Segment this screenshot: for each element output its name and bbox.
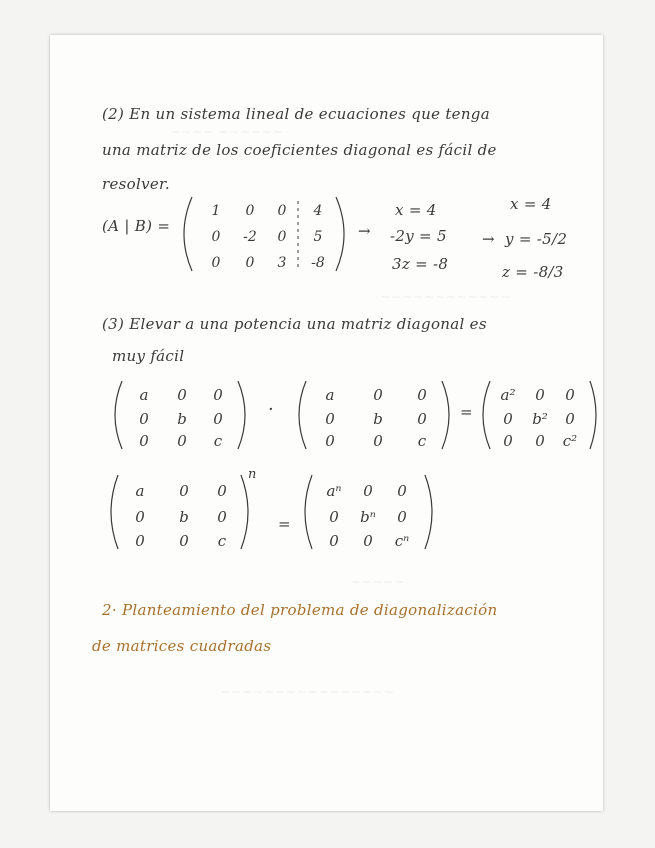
product-right-cell-r3c2: 0 [373, 432, 383, 450]
augmented-cell-r3c1: 0 [211, 255, 221, 271]
power-base-cell-r3c2: 0 [179, 532, 189, 550]
product-left-matrix [110, 378, 250, 452]
augmented-cell-r1c4: 4 [313, 203, 323, 219]
section2-line2: una matriz de los coeficientes diagonal es fácil de [102, 141, 497, 159]
left-paren [299, 381, 306, 449]
power-result-cell-r3c2: 0 [363, 532, 373, 550]
section-heading-line1: 2· Planteamiento del problema de diagonalización [102, 601, 498, 619]
power-base-matrix [106, 472, 256, 552]
power-result-cell-r1c3: 0 [397, 482, 407, 500]
product-left-cell-r3c3: c [213, 432, 223, 450]
power-result-cell-r2c2: bⁿ [360, 508, 376, 526]
augmented-matrix [178, 193, 353, 275]
power-result-cell-r1c2: 0 [363, 482, 373, 500]
augmented-cell-r2c3: 0 [277, 229, 287, 245]
product-result-matrix [478, 378, 603, 452]
augmented-cell-r3c4: -8 [311, 255, 325, 271]
right-paren [425, 475, 432, 549]
power-base-cell-r1c3: 0 [217, 482, 227, 500]
solution-x: x = 4 [510, 195, 552, 213]
power-base-cell-r2c2: b [179, 508, 189, 526]
product-left-cell-r2c1: 0 [139, 410, 149, 428]
product-right-cell-r2c2: b [373, 410, 383, 428]
power-equals: = [278, 515, 291, 533]
augmented-cell-r1c1: 1 [211, 203, 221, 219]
power-result-cell-r1c1: aⁿ [326, 482, 342, 500]
product-left-cell-r1c3: 0 [213, 386, 223, 404]
left-paren [483, 381, 490, 449]
power-base-cell-r1c2: 0 [179, 482, 189, 500]
section2-line1: (2) En un sistema lineal de ecuaciones que tenga [102, 105, 490, 123]
product-left-cell-r3c2: 0 [177, 432, 187, 450]
product-result-cell-r3c2: 0 [535, 432, 545, 450]
augmented-cell-r2c4: 5 [313, 229, 323, 245]
power-base-cell-r2c1: 0 [135, 508, 145, 526]
power-result-cell-r3c1: 0 [329, 532, 339, 550]
equation-z-mid: 3z = -8 [392, 255, 449, 273]
augmented-cell-r3c2: 0 [245, 255, 255, 271]
bleed-through-mark: ~~~~ ~~~~~~ [170, 125, 284, 140]
augmented-cell-r1c2: 0 [245, 203, 255, 219]
right-paren [336, 197, 344, 271]
power-base-cell-r3c1: 0 [135, 532, 145, 550]
power-base-cell-r1c1: a [135, 482, 145, 500]
equation-y-mid: -2y = 5 [390, 227, 447, 245]
left-paren [111, 475, 118, 549]
product-result-cell-r2c2: b² [532, 410, 548, 428]
power-result-cell-r3c3: cⁿ [394, 532, 410, 550]
solution-z: z = -8/3 [502, 263, 564, 281]
augmented-cell-r2c1: 0 [211, 229, 221, 245]
section-heading-line2: de matrices cuadradas [92, 637, 272, 655]
bleed-through-mark: ~~~~~ [350, 575, 405, 590]
product-result-cell-r1c1: a² [500, 386, 516, 404]
product-right-matrix [294, 378, 454, 452]
solution-y: y = -5/2 [505, 230, 568, 248]
power-exponent: n [248, 467, 257, 482]
arrow-2: → [482, 230, 495, 248]
product-equals: = [460, 403, 473, 421]
left-paren [184, 197, 192, 271]
left-paren [305, 475, 312, 549]
right-paren [238, 381, 245, 449]
left-paren [115, 381, 122, 449]
bleed-through-mark: ~~~~~~~~~~~~~~~~ [220, 685, 395, 700]
right-paren [241, 475, 248, 549]
product-left-cell-r1c1: a [139, 386, 149, 404]
arrow-1: → [358, 222, 371, 240]
section3-line2: muy fácil [112, 347, 185, 365]
augmented-cell-r1c3: 0 [277, 203, 287, 219]
product-result-cell-r1c2: 0 [535, 386, 545, 404]
augmented-matrix-label: (A | B) = [102, 217, 171, 235]
product-right-cell-r1c1: a [325, 386, 335, 404]
power-result-cell-r2c1: 0 [329, 508, 339, 526]
right-paren [442, 381, 449, 449]
product-result-cell-r3c1: 0 [503, 432, 513, 450]
equation-x-mid: x = 4 [395, 201, 437, 219]
bleed-through-mark: ~~~~~~~~~~~~ [380, 290, 511, 305]
product-right-cell-r1c2: 0 [373, 386, 383, 404]
section2-line3: resolver. [102, 175, 170, 193]
notebook-page [50, 35, 603, 811]
power-result-matrix [300, 472, 440, 552]
power-result-cell-r2c3: 0 [397, 508, 407, 526]
augmented-cell-r2c2: -2 [243, 229, 257, 245]
product-right-cell-r2c3: 0 [417, 410, 427, 428]
product-left-cell-r2c2: b [177, 410, 187, 428]
product-result-cell-r2c3: 0 [565, 410, 575, 428]
product-right-cell-r1c3: 0 [417, 386, 427, 404]
section3-line1: (3) Elevar a una potencia una matriz diagonal es [102, 315, 487, 333]
product-right-cell-r3c1: 0 [325, 432, 335, 450]
product-right-cell-r2c1: 0 [325, 410, 335, 428]
product-result-cell-r1c3: 0 [565, 386, 575, 404]
product-result-cell-r2c1: 0 [503, 410, 513, 428]
right-paren [590, 381, 596, 449]
power-base-cell-r2c3: 0 [217, 508, 227, 526]
product-left-cell-r3c1: 0 [139, 432, 149, 450]
product-left-cell-r1c2: 0 [177, 386, 187, 404]
product-dot: · [268, 399, 275, 420]
augmented-cell-r3c3: 3 [277, 255, 287, 271]
product-right-cell-r3c3: c [417, 432, 427, 450]
power-base-cell-r3c3: c [217, 532, 227, 550]
product-result-cell-r3c3: c² [562, 432, 578, 450]
product-left-cell-r2c3: 0 [213, 410, 223, 428]
